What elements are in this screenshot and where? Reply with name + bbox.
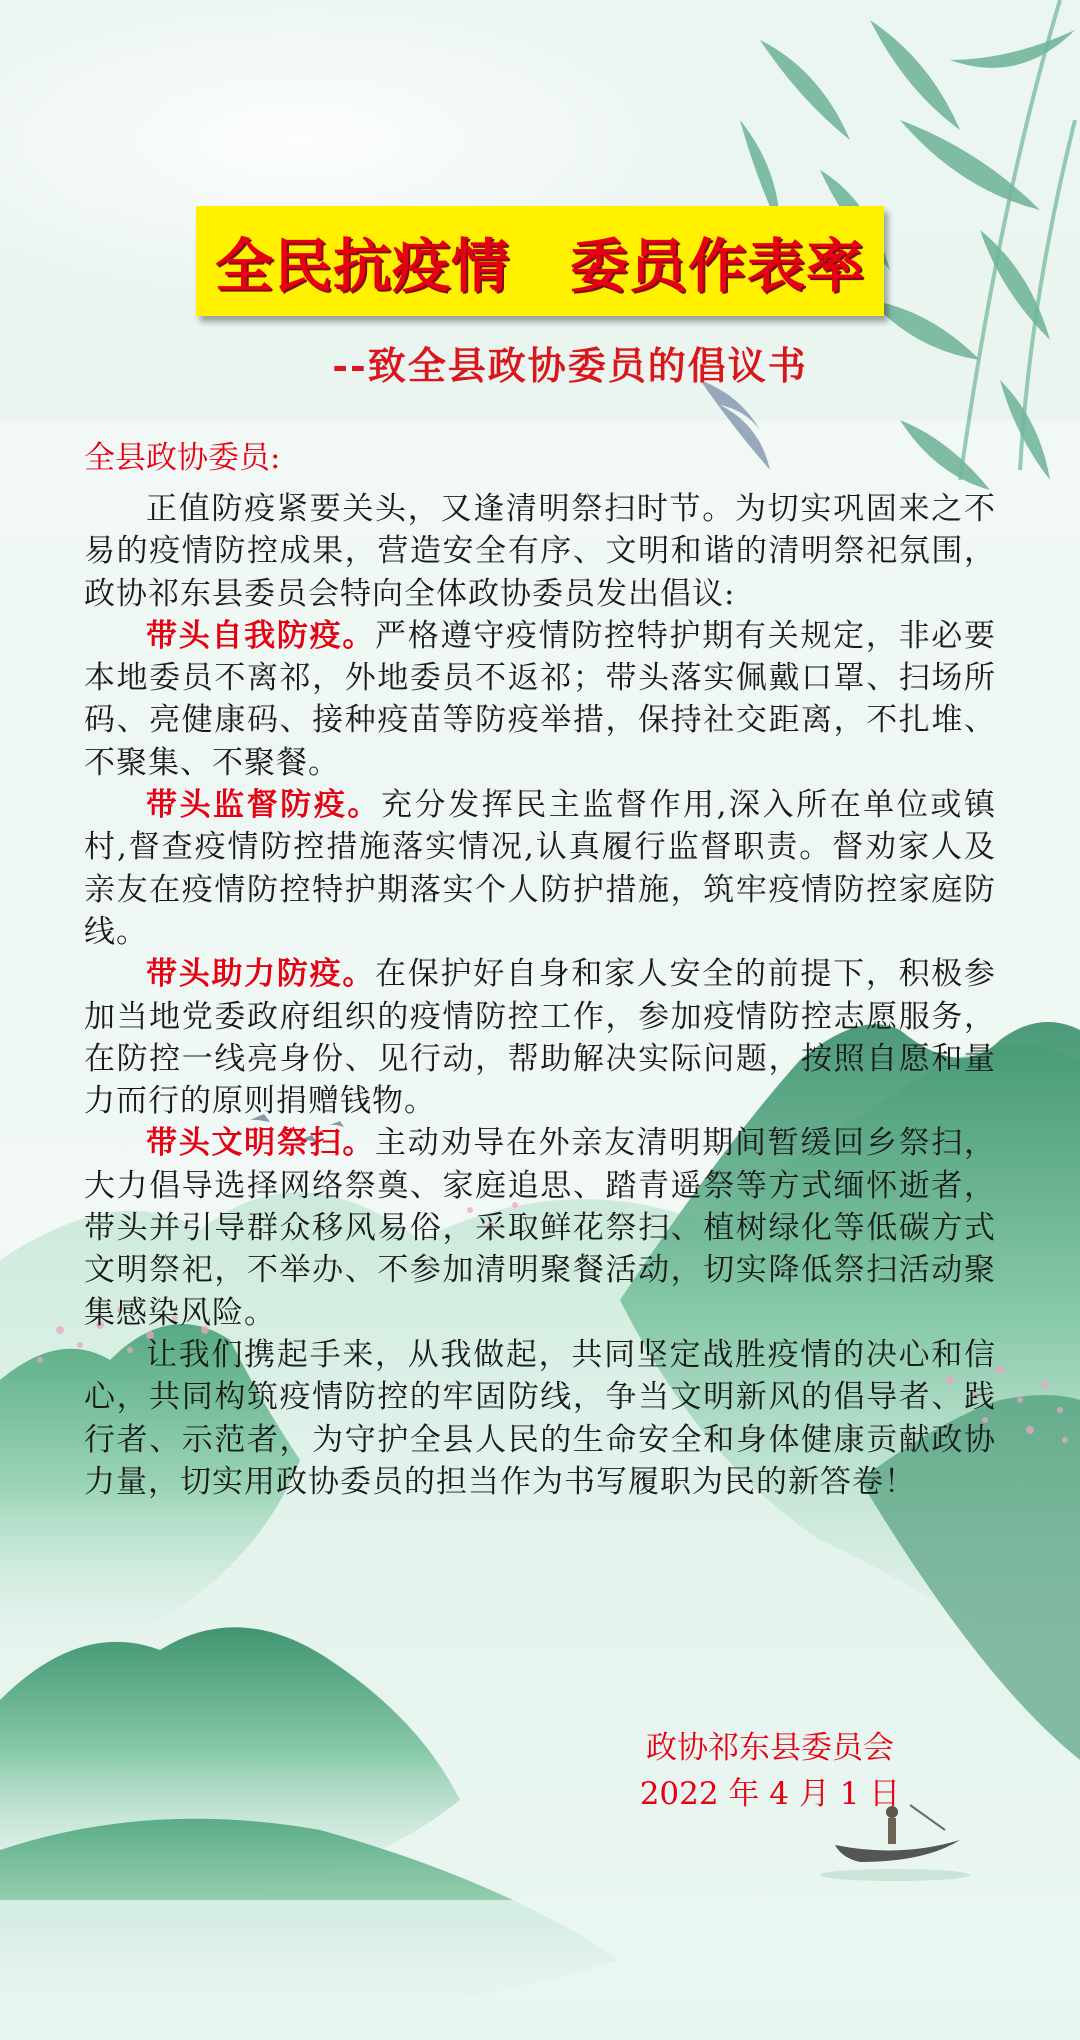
paragraph-closing <box>84 1334 996 1503</box>
paragraph-text: 正值防疫紧要关头，又逢清明祭扫时节。为切实巩固来之不易的疫情防控成果，营造安全有序、文明和谐的清明祭祀氛围，政协祁东县委员会特向全体政协委员发出倡议: <box>84 491 996 612</box>
paragraph-lead: 带头监督防疫。 <box>146 787 381 824</box>
paragraph-text: 在保护好自身和家人安全的前提下，积极参加当地党委政府组织的疫情防控工作，参加疫情防控志愿服务，在防控一线亮身份、见行动，帮助解决实际问题，按照自愿和量力而行的原则捐赠钱物。 <box>84 956 997 1120</box>
body-text <box>84 488 996 1503</box>
title-banner <box>196 206 884 316</box>
paragraph-lead: 带头助力防疫。 <box>146 956 376 993</box>
paragraph-text: 充分发挥民主监督作用,深入所在单位或镇村,督查疫情防控措施落实情况,认真履行监督职责。督劝家人及亲友在疫情防控特护期落实个人防护措施，筑牢疫情防控家庭防线。 <box>84 787 997 950</box>
paragraph-text: 严格遵守疫情防控特护期有关规定，非必要本地委员不离祁，外地委员不返祁；带头落实佩戴口罩、扫场所码、亮健康码、接种疫苗等防疫举措，保持社交距离，不扎堆、不聚集、不聚餐。 <box>84 617 997 781</box>
paragraph-assistance <box>84 953 996 1122</box>
subtitle: --致全县政协委员的倡议书 <box>332 343 808 388</box>
title-part2: 委员作表率 <box>570 232 866 300</box>
signature-org: 政协祁东县委员会 <box>646 1730 894 1766</box>
paragraph-lead: 带头自我防疫。 <box>146 617 376 654</box>
paragraph-intro <box>84 488 996 615</box>
paragraph-lead: 带头文明祭扫。 <box>146 1125 376 1162</box>
paragraph-text: 让我们携起手来，从我做起，共同坚定战胜疫情的决心和信心，共同构筑疫情防控的牢固防线，争当文明新风的倡导者、践行者、示范者，为守护全县人民的生命安全和身体健康贡献政协力量，切实用政协委员的担当作为书写履职为民的新答卷！ <box>84 1336 996 1500</box>
paragraph-text: 主动劝导在外亲友清明期间暂缓回乡祭扫，大力倡导选择网络祭奠、家庭追思、踏青遥祭等方式缅怀逝者，带头并引导群众移风易俗，采取鲜花祭扫、植树绿化等低碳方式文明祭祀，不举办、不参加清明聚餐活动，切实降低祭扫活动聚集感染风险。 <box>84 1125 997 1331</box>
paragraph-civilized-sweeping <box>84 1122 996 1333</box>
title-part1: 全民抗疫情 <box>214 232 510 300</box>
signature-date: 2022 年 4 月 1 日 <box>639 1776 901 1812</box>
paragraph-self-prevention <box>84 615 996 784</box>
paragraph-supervision <box>84 784 996 953</box>
signature-block <box>620 1725 920 1817</box>
greeting: 全县政协委员: <box>84 440 281 476</box>
